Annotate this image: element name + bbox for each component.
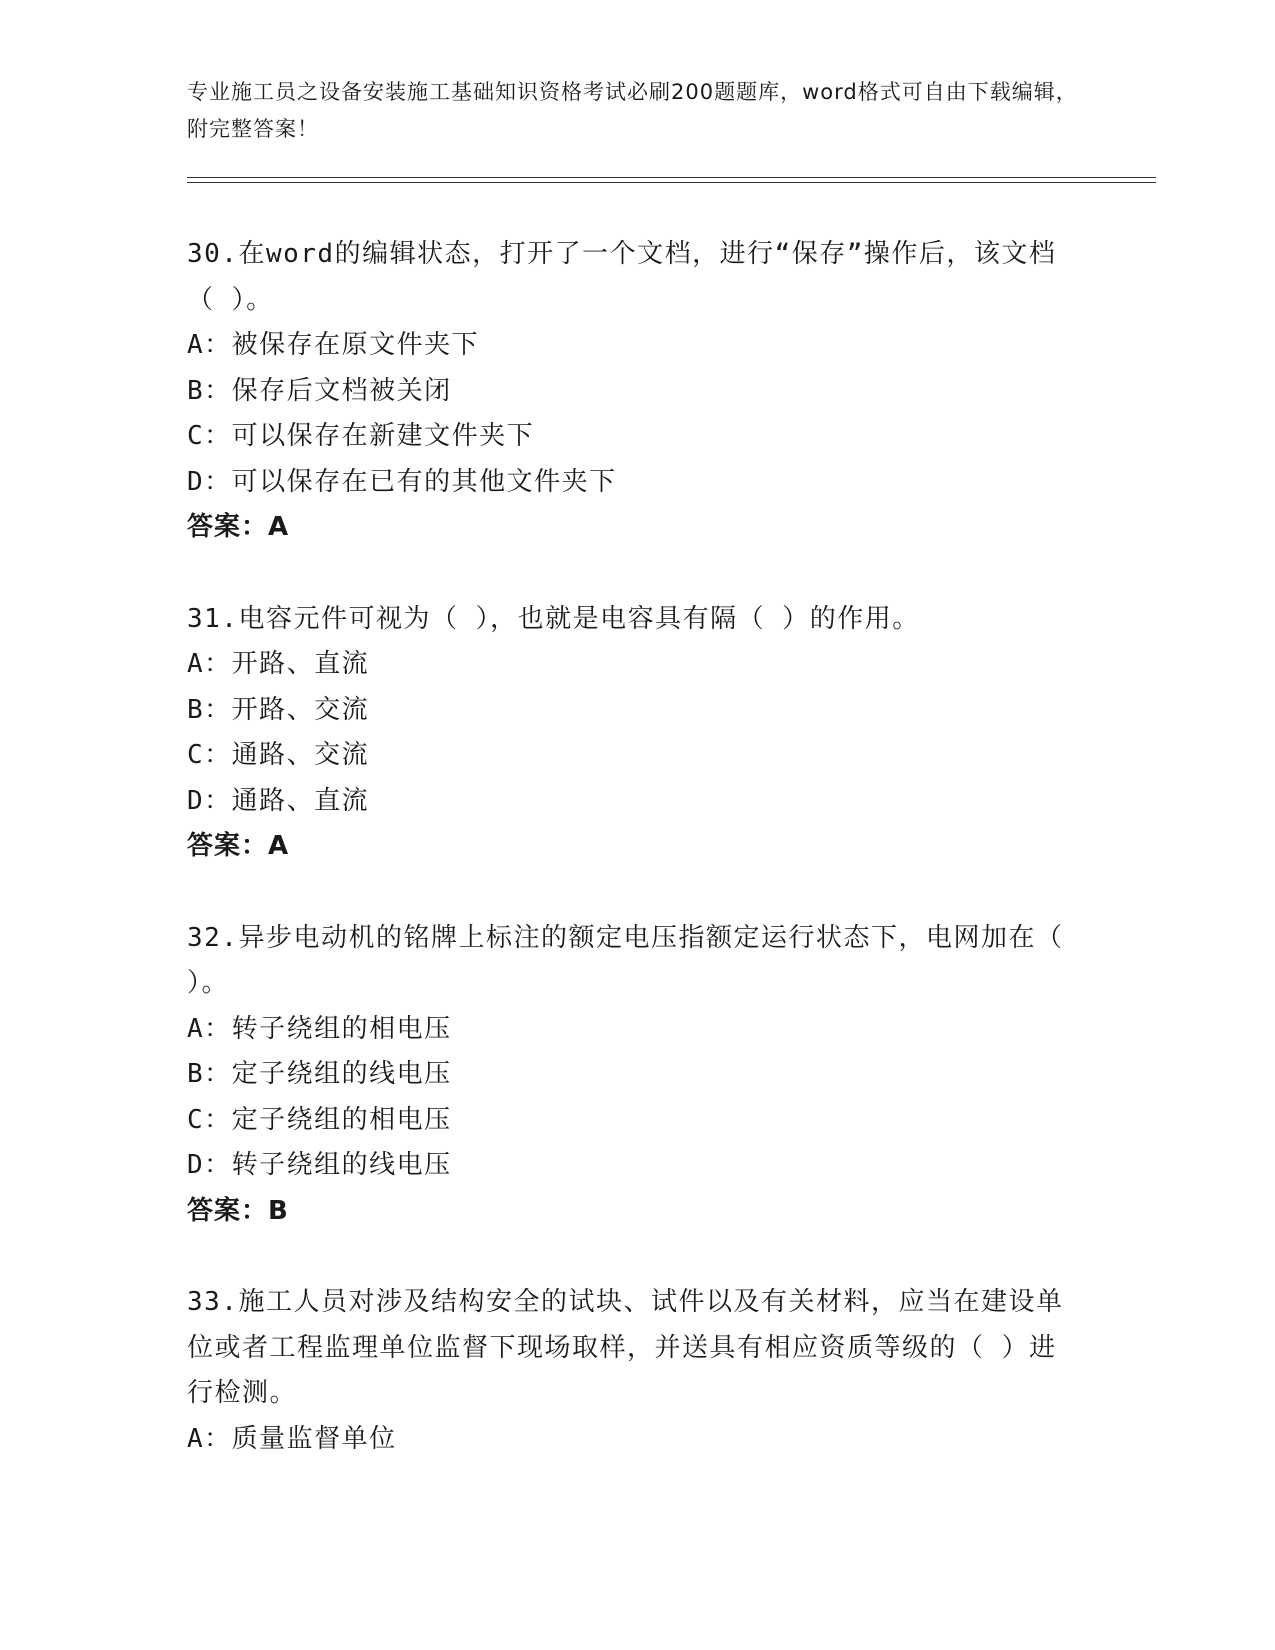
option-b: B：定子绕组的线电压	[187, 1059, 452, 1089]
question-text: 32.异步电动机的铭牌上标注的额定电压指额定运行状态下，电网加在（ ）。	[187, 922, 1064, 998]
option-a: A：被保存在原文件夹下	[187, 330, 480, 360]
question-33	[187, 1280, 1077, 1462]
option-c: C：可以保存在新建文件夹下	[187, 421, 535, 451]
option-a: A：开路、直流	[187, 649, 370, 679]
answer: 答案：A	[187, 512, 290, 542]
option-d: D：转子绕组的线电压	[187, 1150, 452, 1180]
option-c: C：通路、交流	[187, 740, 370, 770]
question-text: 31.电容元件可视为（ ），也就是电容具有隔（ ）的作用。	[187, 603, 920, 634]
question-list	[187, 232, 1077, 1508]
option-d: D：通路、直流	[187, 785, 370, 816]
option-a: A：质量监督单位	[187, 1423, 397, 1454]
question-32	[187, 916, 1077, 1235]
question-text: 30.在word的编辑状态，打开了一个文档，进行“保存”操作后，该文档（ ）。	[187, 239, 1057, 315]
answer: 答案：B	[187, 1195, 289, 1226]
answer: 答案：A	[187, 831, 290, 861]
question-text: 33.施工人员对涉及结构安全的试块、试件以及有关材料，应当在建设单位或者工程监理单位监督下现场取样，并送具有相应资质等级的（ ）进行检测。	[187, 1287, 1064, 1408]
document-header: 专业施工员之设备安装施工基础知识资格考试必刷200题题库，word格式可自由下载编辑，附完整答案！	[187, 80, 1078, 141]
question-31	[187, 597, 1077, 870]
option-d: D：可以保存在已有的其他文件夹下	[187, 466, 617, 497]
question-30	[187, 232, 1077, 551]
option-c: C：定子绕组的相电压	[187, 1104, 452, 1135]
option-b: B：保存后文档被关闭	[187, 375, 452, 406]
header-divider	[187, 177, 1156, 183]
option-a: A：转子绕组的相电压	[187, 1013, 452, 1044]
option-b: B：开路、交流	[187, 694, 370, 725]
